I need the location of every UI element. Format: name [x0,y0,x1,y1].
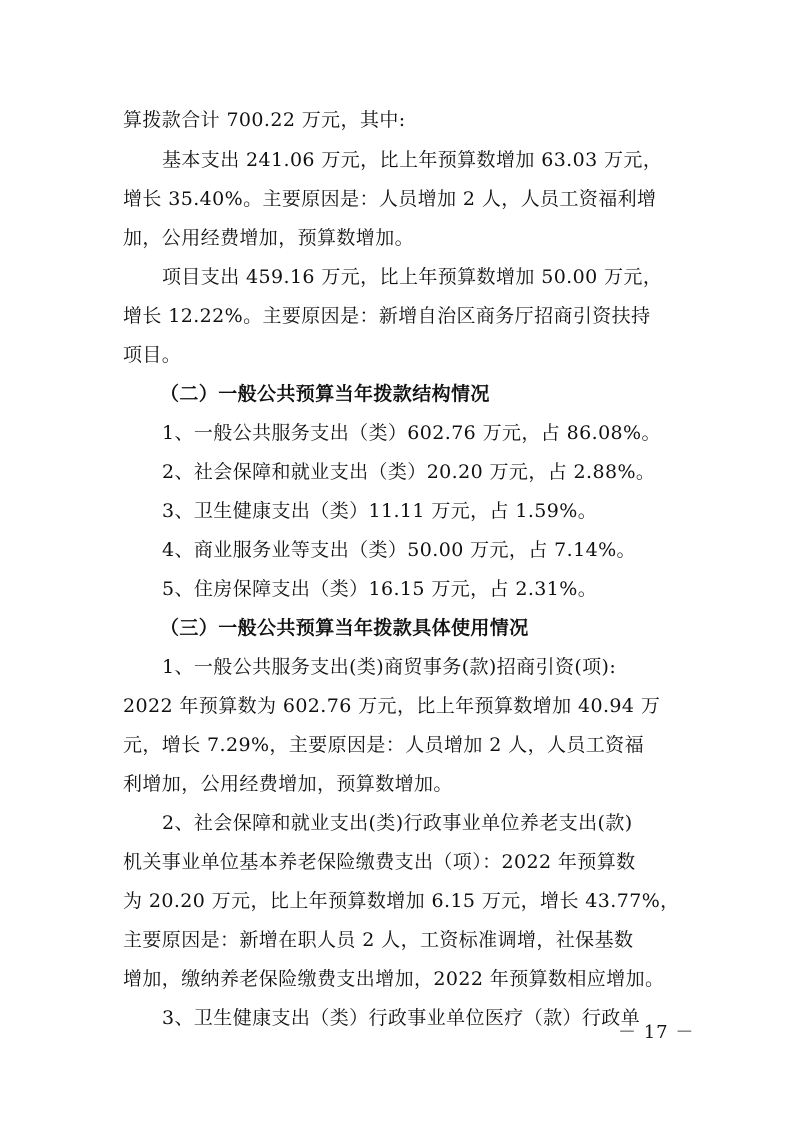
list-item: 3、卫生健康支出（类）11.11 万元，占 1.59%。 [162,500,598,522]
list-item: 2、社会保障和就业支出（类）20.20 万元，占 2.88%。 [162,461,656,483]
paragraph-line: 项目。 [123,344,182,366]
list-item: 1、一般公共服务支出（类）602.76 万元，占 86.08%。 [162,422,661,444]
paragraph-line: 加，公用经费增加，预算数增加。 [123,227,415,249]
paragraph-line: 增长 12.22%。主要原因是：新增自治区商务厅招商引资扶持 [123,305,651,327]
paragraph-line: 1、一般公共服务支出(类)商贸事务(款)招商引资(项): [162,656,617,678]
paragraph-line: 主要原因是：新增在职人员 2 人，工资标准调增，社保基数 [123,929,634,951]
list-item: 4、商业服务业等支出（类）50.00 万元，占 7.14%。 [162,539,636,561]
paragraph-line: 2、社会保障和就业支出(类)行政事业单位养老支出(款) [162,812,633,834]
list-item: 5、住房保障支出（类）16.15 万元，占 2.31%。 [162,578,598,600]
paragraph-line: 为 20.20 万元，比上年预算数增加 6.15 万元，增长 43.77%， [123,890,680,912]
paragraph-line: 算拨款合计 700.22 万元，其中: [123,109,406,131]
paragraph-line: 增加，缴纳养老保险缴费支出增加，2022 年预算数相应增加。 [123,968,665,990]
paragraph-line: 利增加，公用经费增加，预算数增加。 [123,773,453,795]
section-heading: （三）一般公共预算当年拨款具体使用情况 [160,617,529,639]
section-heading: （二）一般公共预算当年拨款结构情况 [160,383,490,405]
paragraph-line: 3、卫生健康支出（类）行政事业单位医疗（款）行政单 [162,1007,641,1029]
paragraph-line: 2022 年预算数为 602.76 万元，比上年预算数增加 40.94 万 [123,695,661,717]
paragraph-line: 项目支出 459.16 万元，比上年预算数增加 50.00 万元， [162,266,663,288]
paragraph-line: 元，增长 7.29%，主要原因是：人员增加 2 人，人员工资福 [123,734,644,756]
page-number: － 17 － [618,1022,695,1043]
paragraph-line: 机关事业单位基本养老保险缴费支出（项）：2022 年预算数 [123,851,636,873]
paragraph-line: 增长 35.40%。主要原因是：人员增加 2 人，人员工资福利增 [123,188,657,210]
paragraph-line: 基本支出 241.06 万元，比上年预算数增加 63.03 万元， [162,149,663,171]
